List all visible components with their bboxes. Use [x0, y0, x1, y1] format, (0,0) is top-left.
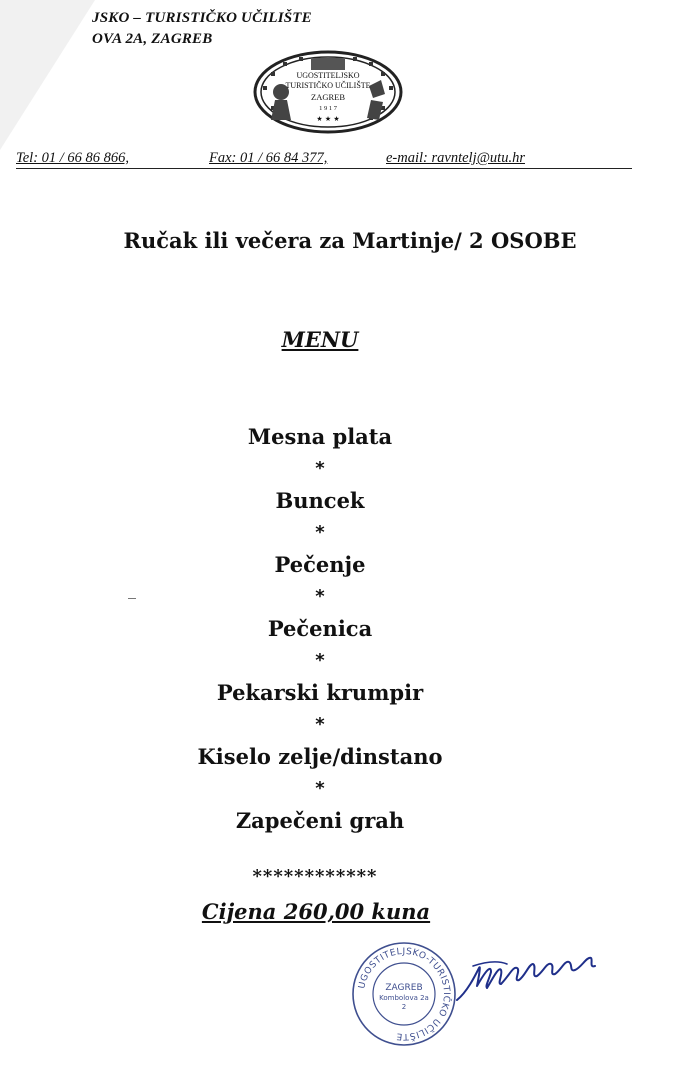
- contact-row: [16, 148, 632, 169]
- menu-item: Pečenica: [267, 616, 373, 641]
- document-title: Ručak ili večera za Martinje/ 2 OSOBE: [123, 228, 577, 253]
- school-name-header: JSKO – TURISTIČKO UČILIŠTE: [92, 10, 312, 26]
- emblem-year: 1 9 1 7: [319, 105, 337, 112]
- svg-text:★ ★ ★: ★ ★ ★: [316, 115, 340, 123]
- stamp-ring-text: UGOSTITELJSKO-TURISTIČKO UČILIŠTE: [357, 946, 452, 1042]
- menu-item: Buncek: [275, 488, 365, 513]
- menu-separator: *: [315, 586, 325, 607]
- menu-item: Mesna plata: [247, 424, 393, 449]
- scan-speck: [128, 598, 136, 599]
- round-stamp-icon: [350, 940, 458, 1048]
- stamp-number: 2: [401, 1003, 407, 1011]
- school-emblem-icon: [253, 50, 403, 134]
- menu-separator: *: [315, 458, 325, 479]
- menu-item: Pekarski krumpir: [216, 680, 424, 705]
- menu-separator: *: [315, 778, 325, 799]
- menu-separator: *: [315, 714, 325, 735]
- menu-item: Zapečeni grah: [235, 808, 405, 833]
- school-address-header: OVA 2A, ZAGREB: [92, 31, 213, 47]
- stars-divider: ************: [252, 866, 378, 887]
- fax-number: Fax: 01 / 66 84 377,: [209, 150, 328, 166]
- folded-corner: [0, 0, 95, 150]
- menu-item: Pečenje: [274, 552, 366, 577]
- price-text: Cijena 260,00 kuna: [201, 899, 431, 924]
- menu-separator: *: [315, 522, 325, 543]
- emblem-text-3: ZAGREB: [311, 92, 345, 102]
- handwritten-signature-icon: [455, 942, 605, 1012]
- menu-list: [0, 420, 640, 838]
- emblem-text-1: UGOSTITELJSKO: [296, 71, 360, 80]
- emblem-text-2: TURISTIČKO UČILIŠTE: [285, 81, 371, 90]
- menu-separator: *: [315, 650, 325, 671]
- menu-item: Kiselo zelje/dinstano: [197, 744, 443, 769]
- stamp-street: Kombolova 2a: [379, 994, 429, 1002]
- email-address: e-mail: ravntelj@utu.hr: [386, 150, 525, 166]
- menu-heading: MENU: [281, 327, 359, 352]
- stamp-city: ZAGREB: [385, 983, 423, 993]
- phone-number: Tel: 01 / 66 86 866,: [16, 150, 130, 166]
